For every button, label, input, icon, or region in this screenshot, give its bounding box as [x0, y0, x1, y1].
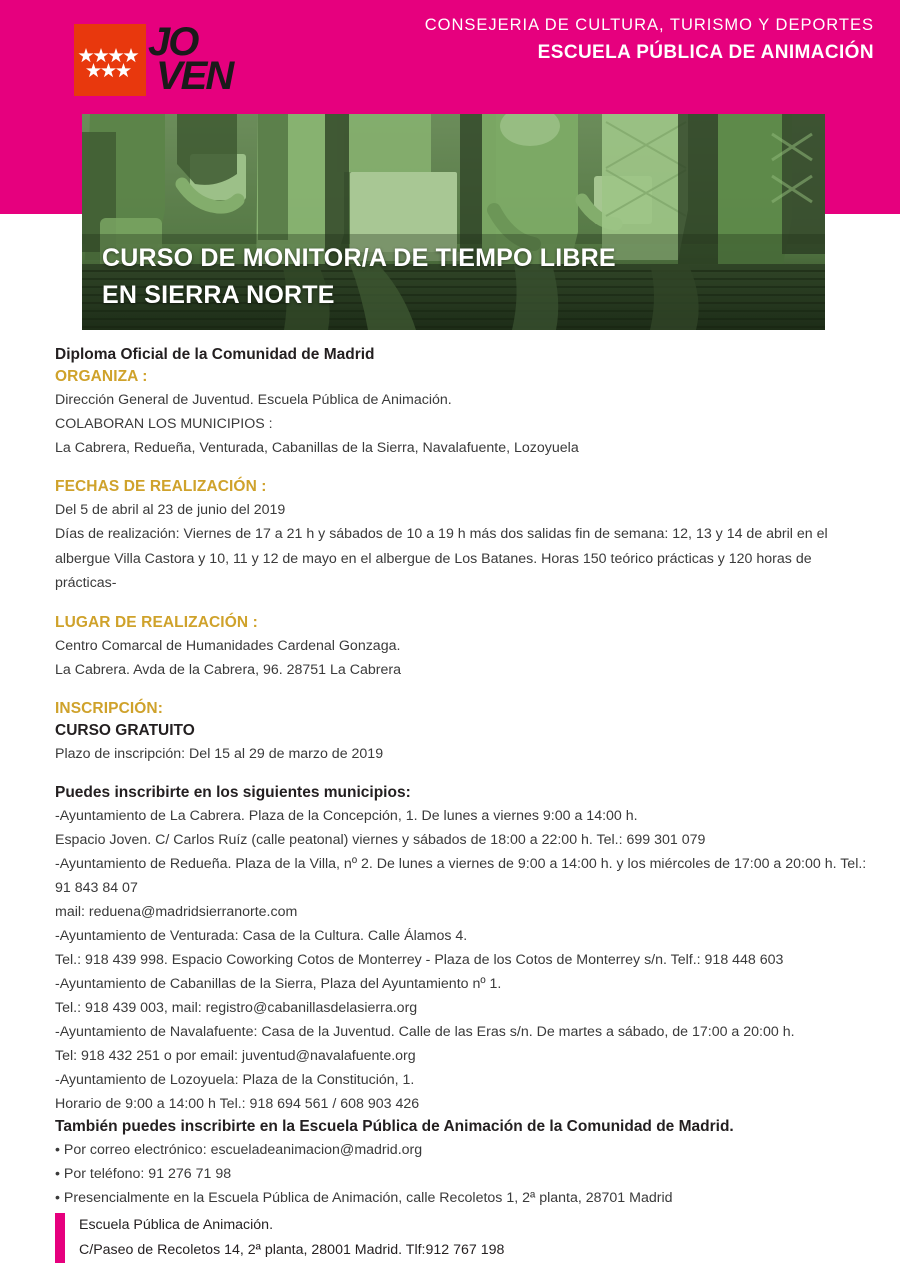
- footer-line-1: Escuela Pública de Animación.: [79, 1217, 274, 1233]
- lugar-line-1: Centro Comarcal de Humanidades Cardenal Gonzaga.: [55, 637, 401, 654]
- seven-stars-icon: [78, 48, 142, 78]
- course-details: [55, 344, 875, 1210]
- municipio-line: Horario de 9:00 a 14:00 h Tel.: 918 694 561 / 608 903 426: [55, 1095, 420, 1112]
- contacto-email: • Por correo electrónico: escueladeanimacion@madrid.org: [55, 1141, 423, 1158]
- banner-title-line2: EN SIERRA NORTE: [102, 281, 335, 309]
- inscripcion-heading: INSCRIPCIÓN:: [55, 699, 163, 717]
- municipio-line: -Ayuntamiento de Venturada: Casa de la Cultura. Calle Álamos 4.: [55, 927, 468, 944]
- header-consejeria-line: CONSEJERIA DE CULTURA, TURISMO Y DEPORTES: [424, 16, 874, 34]
- header-escuela-line: ESCUELA PÚBLICA DE ANIMACIÓN: [537, 42, 874, 63]
- municipio-line: -Ayuntamiento de La Cabrera. Plaza de la Concepción, 1. De lunes a viernes 9:00 a 14:00 h.: [55, 807, 638, 824]
- organiza-line-1: Dirección General de Juventud. Escuela Pública de Animación.: [55, 392, 452, 408]
- plazo-inscripcion: Plazo de inscripción: Del 15 al 29 de marzo de 2019: [55, 745, 384, 762]
- header-institution-text: [425, 14, 874, 66]
- comunidad-madrid-joven-logo: [74, 20, 244, 100]
- municipio-line: -Ayuntamiento de Cabanillas de la Sierra, Plaza del Ayuntamiento nº 1.: [55, 975, 502, 992]
- joven-wordmark: [146, 20, 246, 104]
- fechas-heading: FECHAS DE REALIZACIÓN :: [55, 478, 267, 495]
- municipio-line: -Ayuntamiento de Redueña. Plaza de la Villa, nº 2. De lunes a viernes de 9:00 a 14:00 h. y los miércoles de 17:00 a 20:00 h. Tel.: 91 843 84 07: [55, 855, 867, 896]
- municipio-line: Tel: 918 432 251 o por email: juventud@navalafuente.org: [55, 1047, 416, 1064]
- joven-wordmark-jo: JO: [148, 20, 198, 64]
- contacto-telefono: • Por teléfono: 91 276 71 98: [55, 1165, 232, 1182]
- municipio-line: Espacio Joven. C/ Carlos Ruíz (calle peatonal) viernes y sábados de 18:00 a 22:00 h. Tel.: 699 301 079: [55, 831, 706, 848]
- municipios-heading: Puedes inscribirte en los siguientes municipios:: [55, 783, 411, 801]
- footer-text: [65, 1213, 504, 1263]
- lugar-line-2: La Cabrera. Avda de la Cabrera, 96. 28751 La Cabrera: [55, 661, 401, 678]
- organiza-heading: ORGANIZA :: [55, 368, 148, 385]
- footer-address-block: [55, 1213, 875, 1263]
- contacto-presencial: • Presencialmente en la Escuela Pública de Animación, calle Recoletos 1, 2ª planta, 28701 Madrid: [55, 1189, 673, 1206]
- municipio-line: mail: reduena@madridsierranorte.com: [55, 903, 298, 920]
- diploma-title: Diploma Oficial de la Comunidad de Madrid: [55, 346, 375, 363]
- tambien-inscribirte-heading: También puedes inscribirte en la Escuela Pública de Animación de la Comunidad de Madrid.: [55, 1117, 734, 1135]
- lugar-heading: LUGAR DE REALIZACIÓN :: [55, 613, 258, 631]
- municipio-line: -Ayuntamiento de Lozoyuela: Plaza de la Constitución, 1.: [55, 1071, 415, 1088]
- footer-line-2: C/Paseo de Recoletos 14, 2ª planta, 28001 Madrid. Tlf:912 767 198: [79, 1242, 505, 1258]
- banner-title: [102, 240, 616, 314]
- footer-accent-bar: [55, 1213, 65, 1263]
- municipio-line: -Ayuntamiento de Navalafuente: Casa de la Juventud. Calle de las Eras s/n. De martes a sábado, de 17:00 a 20:00 h.: [55, 1023, 795, 1040]
- banner-title-line1: CURSO DE MONITOR/A DE TIEMPO LIBRE: [102, 244, 616, 272]
- organiza-line-2: COLABORAN LOS MUNICIPIOS :: [55, 416, 273, 432]
- curso-gratuito-label: CURSO GRATUITO: [55, 721, 195, 739]
- municipio-line: Tel.: 918 439 003, mail: registro@cabanillasdelasierra.org: [55, 999, 418, 1016]
- fechas-line-2: Días de realización: Viernes de 17 a 21 h y sábados de 10 a 19 h más dos salidas fin de semana: 12, 13 y 14 de abril en el albergue Villa Castora y 10, 11 y 12 de mayo en el albergue de Los Batanes. Horas 150 teórico prácticas y 120 horas de prácticas-: [55, 526, 828, 591]
- joven-wordmark-ven: VEN: [156, 54, 233, 98]
- municipio-line: Tel.: 918 439 998. Espacio Coworking Cotos de Monterrey - Plaza de los Cotos de Monterrey s/n. Telf.: 918 448 603: [55, 951, 784, 968]
- course-banner: [82, 114, 825, 330]
- organiza-line-3: La Cabrera, Redueña, Venturada, Cabanillas de la Sierra, Navalafuente, Lozoyuela: [55, 440, 579, 456]
- fechas-line-1: Del 5 de abril al 23 de junio del 2019: [55, 502, 286, 518]
